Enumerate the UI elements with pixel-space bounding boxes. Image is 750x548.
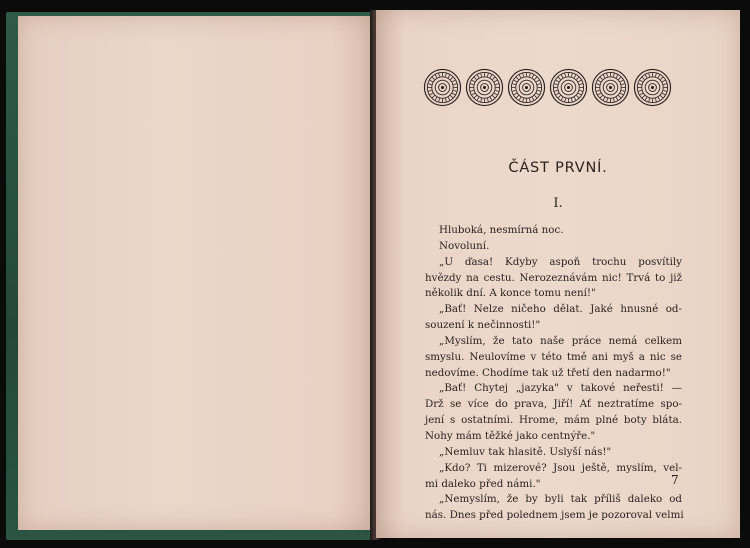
text-line: jení s ostatními. Hrome, mám plné boty bláta. bbox=[425, 414, 682, 427]
text-line: nedovíme. Chodíme tak už třetí den nadarmo!" bbox=[425, 366, 671, 379]
text-line: „Nemluv tak hlasitě. Uslyší nás!" bbox=[439, 445, 612, 458]
text-line: „Nemyslím, že by byli tak příliš daleko od bbox=[439, 493, 682, 506]
page-number: 7 bbox=[671, 473, 679, 487]
chapter-title: ČÁST PRVNÍ. bbox=[508, 160, 608, 176]
text-line: Novoluní. bbox=[439, 239, 490, 252]
left-page-blank bbox=[18, 16, 374, 530]
text-line: nás. Dnes před polednem jsem je pozoroval velmi bbox=[425, 509, 684, 522]
text-line: Hluboká, nesmírná noc. bbox=[439, 224, 564, 236]
right-page bbox=[376, 10, 740, 538]
text-line: několik dní. A konce tomu není!" bbox=[425, 287, 596, 300]
text-line: smyslu. Neulovíme v této tmě ani myš a nic se bbox=[425, 350, 682, 363]
text-line: „Bať! Chytej „jazyka" v takové neřesti! — bbox=[439, 382, 682, 395]
rosette-ornament-icon bbox=[507, 68, 546, 107]
rosette-ornament-icon bbox=[549, 68, 588, 107]
section-numeral: I. bbox=[553, 196, 563, 211]
text-line: hvězdy na cestu. Nerozeznávám nic! Trvá to již bbox=[425, 271, 682, 284]
text-line: mi daleko před námi." bbox=[425, 477, 541, 490]
rosette-ornament-icon bbox=[591, 68, 630, 107]
text-line: „Kdo? Ti mizerové? Jsou ještě, myslím, vel- bbox=[439, 461, 682, 474]
rosette-ornament-icon bbox=[465, 68, 504, 107]
rosette-ornament-icon bbox=[633, 68, 672, 107]
body-text bbox=[425, 223, 682, 524]
text-line: Drž se více do prava, Jiří! Ať neztratíme spo- bbox=[425, 398, 682, 411]
text-line: „Myslím, že tato naše práce nemá celkem bbox=[439, 334, 682, 347]
text-line: „Bať! Nelze ničeho dělat. Jaké hnusné od- bbox=[439, 303, 682, 316]
ornament-row bbox=[423, 68, 673, 114]
text-line: „U ďasa! Kdyby aspoň trochu posvítily bbox=[439, 255, 682, 268]
rosette-ornament-icon bbox=[423, 68, 462, 107]
text-line: Nohy mám těžké jako centnýře." bbox=[425, 429, 596, 442]
text-line: souzení k nečinnosti!" bbox=[425, 319, 541, 332]
